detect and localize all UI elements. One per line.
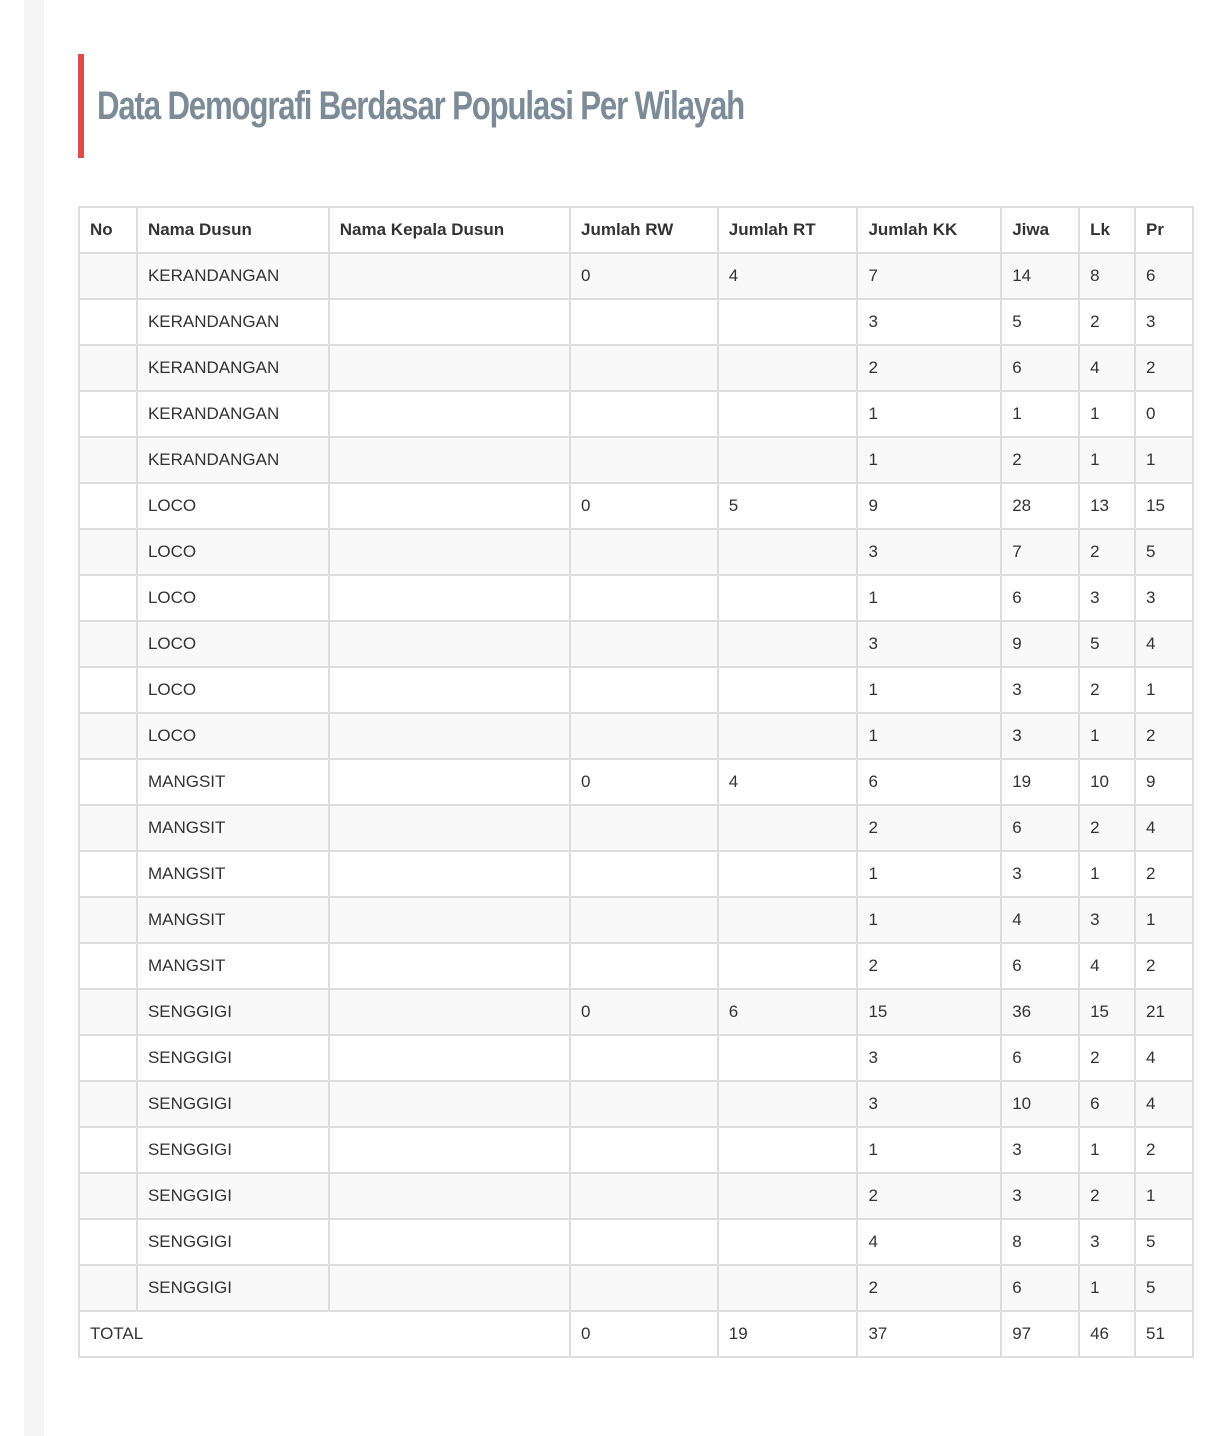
cell-jumlah-rt	[718, 621, 858, 667]
cell-jumlah-rt	[718, 1173, 858, 1219]
cell-jumlah-rw: 0	[570, 483, 718, 529]
cell-jumlah-kk: 9	[857, 483, 1001, 529]
cell-lk: 4	[1079, 345, 1135, 391]
cell-jiwa: 6	[1001, 1265, 1079, 1311]
cell-jumlah-kk: 1	[857, 667, 1001, 713]
table-row	[79, 989, 1193, 1035]
cell-jumlah-rw	[570, 1081, 718, 1127]
cell-jumlah-rt	[718, 1127, 858, 1173]
cell-lk: 2	[1079, 1173, 1135, 1219]
cell-no	[79, 1173, 137, 1219]
cell-jumlah-rt	[718, 713, 858, 759]
cell-jumlah-kk: 3	[857, 529, 1001, 575]
cell-jumlah-kk: 1	[857, 897, 1001, 943]
cell-jumlah-rw	[570, 1219, 718, 1265]
total-jiwa: 97	[1001, 1311, 1079, 1357]
cell-lk: 2	[1079, 667, 1135, 713]
cell-nama-dusun: LOCO	[137, 575, 329, 621]
cell-lk: 3	[1079, 1219, 1135, 1265]
demographics-table	[78, 206, 1194, 1358]
cell-nama-dusun: SENGGIGI	[137, 1127, 329, 1173]
cell-nama-kepala-dusun	[329, 1035, 570, 1081]
cell-no	[79, 1081, 137, 1127]
table-row	[79, 253, 1193, 299]
cell-nama-kepala-dusun	[329, 713, 570, 759]
cell-no	[79, 1265, 137, 1311]
cell-nama-dusun: MANGSIT	[137, 943, 329, 989]
cell-jumlah-kk: 3	[857, 621, 1001, 667]
cell-no	[79, 529, 137, 575]
side-strip	[24, 0, 44, 1436]
cell-nama-kepala-dusun	[329, 483, 570, 529]
cell-nama-dusun: MANGSIT	[137, 851, 329, 897]
cell-jiwa: 2	[1001, 437, 1079, 483]
table-row	[79, 483, 1193, 529]
table-row	[79, 805, 1193, 851]
cell-lk: 4	[1079, 943, 1135, 989]
cell-jumlah-rw	[570, 1127, 718, 1173]
cell-jumlah-rw	[570, 713, 718, 759]
cell-nama-dusun: LOCO	[137, 667, 329, 713]
cell-pr: 5	[1135, 1219, 1193, 1265]
cell-jiwa: 6	[1001, 805, 1079, 851]
cell-jumlah-kk: 7	[857, 253, 1001, 299]
table-row	[79, 529, 1193, 575]
cell-jumlah-kk: 15	[857, 989, 1001, 1035]
table-row	[79, 759, 1193, 805]
cell-nama-dusun: LOCO	[137, 529, 329, 575]
cell-jumlah-rw	[570, 621, 718, 667]
cell-jumlah-kk: 1	[857, 437, 1001, 483]
cell-lk: 3	[1079, 897, 1135, 943]
cell-jumlah-rt	[718, 667, 858, 713]
cell-nama-kepala-dusun	[329, 1081, 570, 1127]
col-header-nama-dusun[interactable]: Nama Dusun	[137, 207, 329, 253]
col-header-jumlah-kk[interactable]: Jumlah KK	[857, 207, 1001, 253]
cell-lk: 1	[1079, 391, 1135, 437]
page-title: Data Demografi Berdasar Populasi Per Wilayah	[97, 83, 745, 128]
cell-jumlah-rt	[718, 897, 858, 943]
cell-jumlah-rw	[570, 897, 718, 943]
cell-jiwa: 6	[1001, 1035, 1079, 1081]
cell-jiwa: 3	[1001, 851, 1079, 897]
cell-nama-kepala-dusun	[329, 1265, 570, 1311]
cell-jumlah-rt	[718, 575, 858, 621]
cell-jiwa: 3	[1001, 1127, 1079, 1173]
cell-pr: 1	[1135, 437, 1193, 483]
cell-nama-kepala-dusun	[329, 805, 570, 851]
table-row	[79, 1265, 1193, 1311]
cell-lk: 2	[1079, 529, 1135, 575]
cell-jumlah-rt	[718, 1219, 858, 1265]
table-row	[79, 943, 1193, 989]
cell-jumlah-rw	[570, 345, 718, 391]
cell-jumlah-rt	[718, 1265, 858, 1311]
table-row	[79, 1081, 1193, 1127]
cell-no	[79, 345, 137, 391]
cell-lk: 15	[1079, 989, 1135, 1035]
table-row	[79, 345, 1193, 391]
cell-lk: 2	[1079, 1035, 1135, 1081]
cell-nama-kepala-dusun	[329, 1173, 570, 1219]
cell-nama-kepala-dusun	[329, 1127, 570, 1173]
cell-pr: 3	[1135, 575, 1193, 621]
col-header-nama-kepala-dusun[interactable]: Nama Kepala Dusun	[329, 207, 570, 253]
cell-lk: 5	[1079, 621, 1135, 667]
cell-jiwa: 5	[1001, 299, 1079, 345]
cell-jumlah-kk: 2	[857, 1173, 1001, 1219]
cell-jiwa: 3	[1001, 713, 1079, 759]
cell-nama-kepala-dusun	[329, 529, 570, 575]
cell-jumlah-kk: 1	[857, 713, 1001, 759]
cell-jumlah-rt: 6	[718, 989, 858, 1035]
table-row	[79, 1035, 1193, 1081]
cell-no	[79, 667, 137, 713]
cell-no	[79, 897, 137, 943]
cell-jumlah-rt	[718, 1035, 858, 1081]
cell-pr: 9	[1135, 759, 1193, 805]
cell-jiwa: 36	[1001, 989, 1079, 1035]
table-row	[79, 713, 1193, 759]
table-row	[79, 621, 1193, 667]
cell-jumlah-kk: 1	[857, 1127, 1001, 1173]
table-row	[79, 667, 1193, 713]
cell-jumlah-rw	[570, 667, 718, 713]
cell-no	[79, 989, 137, 1035]
cell-pr: 2	[1135, 345, 1193, 391]
col-header-jiwa[interactable]: Jiwa	[1001, 207, 1079, 253]
cell-jumlah-rt: 4	[718, 759, 858, 805]
col-header-jumlah-rw[interactable]: Jumlah RW	[570, 207, 718, 253]
cell-jumlah-rw	[570, 437, 718, 483]
cell-nama-dusun: SENGGIGI	[137, 1035, 329, 1081]
cell-jumlah-rt	[718, 805, 858, 851]
cell-jiwa: 6	[1001, 943, 1079, 989]
cell-jiwa: 9	[1001, 621, 1079, 667]
cell-nama-dusun: SENGGIGI	[137, 1173, 329, 1219]
total-jumlah-kk: 37	[857, 1311, 1001, 1357]
cell-no	[79, 759, 137, 805]
total-label: TOTAL	[79, 1311, 570, 1357]
cell-nama-dusun: MANGSIT	[137, 805, 329, 851]
cell-lk: 1	[1079, 1265, 1135, 1311]
cell-jumlah-kk: 2	[857, 1265, 1001, 1311]
cell-pr: 5	[1135, 1265, 1193, 1311]
cell-pr: 2	[1135, 943, 1193, 989]
cell-jiwa: 1	[1001, 391, 1079, 437]
cell-nama-dusun: KERANDANGAN	[137, 391, 329, 437]
cell-jumlah-rw: 0	[570, 989, 718, 1035]
cell-jumlah-rw	[570, 529, 718, 575]
cell-jumlah-rt	[718, 943, 858, 989]
cell-no	[79, 851, 137, 897]
table-body	[79, 253, 1193, 1311]
cell-no	[79, 805, 137, 851]
cell-no	[79, 1035, 137, 1081]
total-lk: 46	[1079, 1311, 1135, 1357]
cell-no	[79, 1127, 137, 1173]
table-row	[79, 1173, 1193, 1219]
cell-nama-dusun: KERANDANGAN	[137, 345, 329, 391]
cell-jumlah-rt	[718, 437, 858, 483]
cell-nama-kepala-dusun	[329, 897, 570, 943]
cell-jumlah-kk: 3	[857, 1081, 1001, 1127]
cell-jiwa: 19	[1001, 759, 1079, 805]
cell-jiwa: 6	[1001, 575, 1079, 621]
cell-lk: 1	[1079, 437, 1135, 483]
cell-nama-kepala-dusun	[329, 667, 570, 713]
cell-jumlah-rt	[718, 851, 858, 897]
cell-nama-dusun: LOCO	[137, 621, 329, 667]
table-row	[79, 437, 1193, 483]
cell-nama-kepala-dusun	[329, 621, 570, 667]
cell-jumlah-kk: 2	[857, 943, 1001, 989]
cell-jumlah-kk: 3	[857, 1035, 1001, 1081]
table-row	[79, 851, 1193, 897]
cell-lk: 8	[1079, 253, 1135, 299]
cell-jumlah-rw	[570, 1265, 718, 1311]
cell-nama-dusun: LOCO	[137, 713, 329, 759]
cell-jumlah-kk: 2	[857, 805, 1001, 851]
cell-nama-kepala-dusun	[329, 391, 570, 437]
table-row	[79, 299, 1193, 345]
cell-pr: 0	[1135, 391, 1193, 437]
cell-no	[79, 299, 137, 345]
cell-no	[79, 391, 137, 437]
cell-jumlah-rw	[570, 575, 718, 621]
cell-pr: 4	[1135, 1035, 1193, 1081]
cell-nama-dusun: MANGSIT	[137, 897, 329, 943]
cell-jumlah-kk: 4	[857, 1219, 1001, 1265]
cell-jiwa: 14	[1001, 253, 1079, 299]
cell-jiwa: 7	[1001, 529, 1079, 575]
cell-no	[79, 483, 137, 529]
cell-jumlah-rw	[570, 943, 718, 989]
col-header-no[interactable]: No	[79, 207, 137, 253]
cell-nama-kepala-dusun	[329, 299, 570, 345]
cell-jumlah-rw: 0	[570, 759, 718, 805]
cell-lk: 1	[1079, 713, 1135, 759]
cell-jiwa: 6	[1001, 345, 1079, 391]
cell-no	[79, 253, 137, 299]
cell-nama-dusun: SENGGIGI	[137, 1265, 329, 1311]
total-row	[79, 1311, 1193, 1357]
col-header-lk[interactable]: Lk	[1079, 207, 1135, 253]
cell-jumlah-rw: 0	[570, 253, 718, 299]
cell-nama-kepala-dusun	[329, 989, 570, 1035]
cell-pr: 1	[1135, 667, 1193, 713]
cell-pr: 6	[1135, 253, 1193, 299]
cell-no	[79, 437, 137, 483]
cell-jumlah-rt: 4	[718, 253, 858, 299]
cell-pr: 3	[1135, 299, 1193, 345]
cell-nama-kepala-dusun	[329, 851, 570, 897]
col-header-pr[interactable]: Pr	[1135, 207, 1193, 253]
cell-lk: 1	[1079, 1127, 1135, 1173]
cell-nama-kepala-dusun	[329, 253, 570, 299]
cell-lk: 2	[1079, 805, 1135, 851]
cell-pr: 2	[1135, 1127, 1193, 1173]
cell-pr: 4	[1135, 621, 1193, 667]
cell-nama-dusun: MANGSIT	[137, 759, 329, 805]
cell-pr: 4	[1135, 1081, 1193, 1127]
cell-jumlah-kk: 1	[857, 851, 1001, 897]
cell-nama-dusun: SENGGIGI	[137, 1219, 329, 1265]
cell-jumlah-rt: 5	[718, 483, 858, 529]
cell-jumlah-rt	[718, 299, 858, 345]
cell-jiwa: 4	[1001, 897, 1079, 943]
total-pr: 51	[1135, 1311, 1193, 1357]
cell-jumlah-rw	[570, 391, 718, 437]
cell-pr: 2	[1135, 851, 1193, 897]
cell-nama-kepala-dusun	[329, 1219, 570, 1265]
cell-jumlah-rt	[718, 1081, 858, 1127]
table-header-row	[79, 207, 1193, 253]
cell-jumlah-rt	[718, 345, 858, 391]
cell-jumlah-rw	[570, 851, 718, 897]
table-row	[79, 575, 1193, 621]
table-row	[79, 897, 1193, 943]
cell-pr: 5	[1135, 529, 1193, 575]
cell-jiwa: 10	[1001, 1081, 1079, 1127]
total-jumlah-rt: 19	[718, 1311, 858, 1357]
cell-no	[79, 713, 137, 759]
cell-no	[79, 1219, 137, 1265]
total-jumlah-rw: 0	[570, 1311, 718, 1357]
cell-nama-kepala-dusun	[329, 575, 570, 621]
page-title-block	[78, 54, 927, 158]
cell-jiwa: 8	[1001, 1219, 1079, 1265]
cell-jumlah-kk: 6	[857, 759, 1001, 805]
table-row	[79, 391, 1193, 437]
cell-nama-dusun: SENGGIGI	[137, 1081, 329, 1127]
cell-jiwa: 3	[1001, 667, 1079, 713]
cell-jiwa: 28	[1001, 483, 1079, 529]
cell-nama-dusun: KERANDANGAN	[137, 299, 329, 345]
table-row	[79, 1127, 1193, 1173]
cell-no	[79, 621, 137, 667]
cell-lk: 10	[1079, 759, 1135, 805]
cell-pr: 4	[1135, 805, 1193, 851]
cell-jiwa: 3	[1001, 1173, 1079, 1219]
cell-pr: 1	[1135, 1173, 1193, 1219]
cell-lk: 2	[1079, 299, 1135, 345]
cell-jumlah-kk: 3	[857, 299, 1001, 345]
cell-jumlah-rw	[570, 1173, 718, 1219]
cell-jumlah-rt	[718, 391, 858, 437]
cell-nama-dusun: KERANDANGAN	[137, 437, 329, 483]
cell-nama-kepala-dusun	[329, 943, 570, 989]
cell-no	[79, 943, 137, 989]
cell-nama-dusun: SENGGIGI	[137, 989, 329, 1035]
cell-nama-kepala-dusun	[329, 759, 570, 805]
cell-jumlah-rt	[718, 529, 858, 575]
cell-jumlah-rw	[570, 299, 718, 345]
cell-nama-dusun: LOCO	[137, 483, 329, 529]
cell-lk: 13	[1079, 483, 1135, 529]
cell-jumlah-kk: 1	[857, 391, 1001, 437]
cell-no	[79, 575, 137, 621]
cell-nama-kepala-dusun	[329, 437, 570, 483]
cell-lk: 3	[1079, 575, 1135, 621]
cell-jumlah-kk: 1	[857, 575, 1001, 621]
cell-jumlah-kk: 2	[857, 345, 1001, 391]
cell-pr: 21	[1135, 989, 1193, 1035]
cell-pr: 1	[1135, 897, 1193, 943]
cell-lk: 6	[1079, 1081, 1135, 1127]
cell-nama-dusun: KERANDANGAN	[137, 253, 329, 299]
cell-jumlah-rw	[570, 805, 718, 851]
col-header-jumlah-rt[interactable]: Jumlah RT	[718, 207, 858, 253]
cell-pr: 2	[1135, 713, 1193, 759]
cell-nama-kepala-dusun	[329, 345, 570, 391]
cell-lk: 1	[1079, 851, 1135, 897]
cell-pr: 15	[1135, 483, 1193, 529]
table-row	[79, 1219, 1193, 1265]
cell-jumlah-rw	[570, 1035, 718, 1081]
